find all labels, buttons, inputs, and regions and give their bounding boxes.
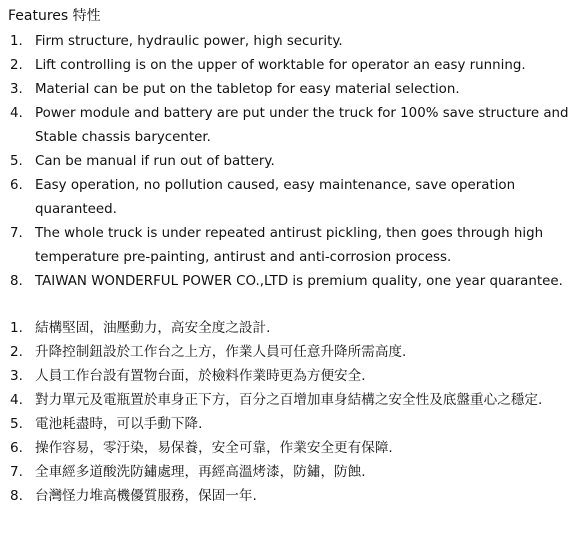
list-item [0,54,580,78]
item-number: 5. [10,154,23,169]
item-number: 2. [10,344,23,360]
item-number: 1. [10,320,23,336]
item-number: 1. [10,34,23,49]
item-number: 3. [10,368,23,384]
item-number: 4. [10,392,23,408]
item-text: 升降控制鈕設於工作台之上方，作業人員可任意升降所需高度. [35,344,407,360]
item-number: 5. [10,416,23,432]
item-text: 對力單元及電瓶置於車身正下方，百分之百增加車身結構之安全性及底盤重心之穩定. [35,392,543,408]
item-text: Firm structure, hydraulic power, high security. [35,34,343,49]
item-text: The whole truck is under repeated antirust pickling, then goes through high temperature pre-painting, antirust and anti-corrosion process. [35,226,544,265]
item-text: 全車經多道酸洗防鏽處理，再經高溫烤漆，防鏽，防蝕. [35,464,366,480]
list-item [0,388,580,412]
list-item [0,412,580,436]
item-number: 8. [10,274,23,289]
item-number: 2. [10,58,23,73]
list-item [0,484,580,508]
item-text: Can be manual if run out of battery. [35,154,275,169]
features-heading: Features 特性 [8,8,101,24]
item-text: 操作容易，零汙染，易保養，安全可靠，作業安全更有保障. [35,440,393,456]
item-number: 8. [10,488,23,504]
item-text: Material can be put on the tabletop for easy material selection. [35,82,460,97]
list-item [0,340,580,364]
item-text: TAIWAN WONDERFUL POWER CO.,LTD is premium quality, one year quarantee. [35,274,563,289]
list-item [0,102,580,150]
list-item [0,364,580,388]
list-item [0,30,580,54]
english-feature-list [0,30,580,294]
item-text: 台灣怪力堆高機優質服務，保固一年. [35,488,257,504]
item-text: Easy operation, no pollution caused, easy maintenance, save operation quaranteed. [35,178,516,217]
list-item [0,150,580,174]
item-number: 4. [10,106,23,121]
item-number: 6. [10,440,23,456]
list-item [0,316,580,340]
item-text: Lift controlling is on the upper of worktable for operator an easy running. [35,58,526,73]
list-item [0,78,580,102]
list-item [0,174,580,222]
item-number: 7. [10,464,23,480]
list-item [0,270,580,294]
item-number: 7. [10,226,23,241]
item-number: 3. [10,82,23,97]
item-text: 電池耗盡時，可以手動下降. [35,416,203,432]
item-text: 結構堅固，油壓動力，高安全度之設計. [35,320,271,336]
item-text: 人員工作台設有置物台面，於檢料作業時更為方便安全. [35,368,366,384]
list-item [0,436,580,460]
list-item [0,222,580,270]
list-item [0,460,580,484]
chinese-feature-list [0,316,580,508]
item-number: 6. [10,178,23,193]
item-text: Power module and battery are put under the truck for 100% save structure and Stable chassis barycenter. [35,106,569,145]
